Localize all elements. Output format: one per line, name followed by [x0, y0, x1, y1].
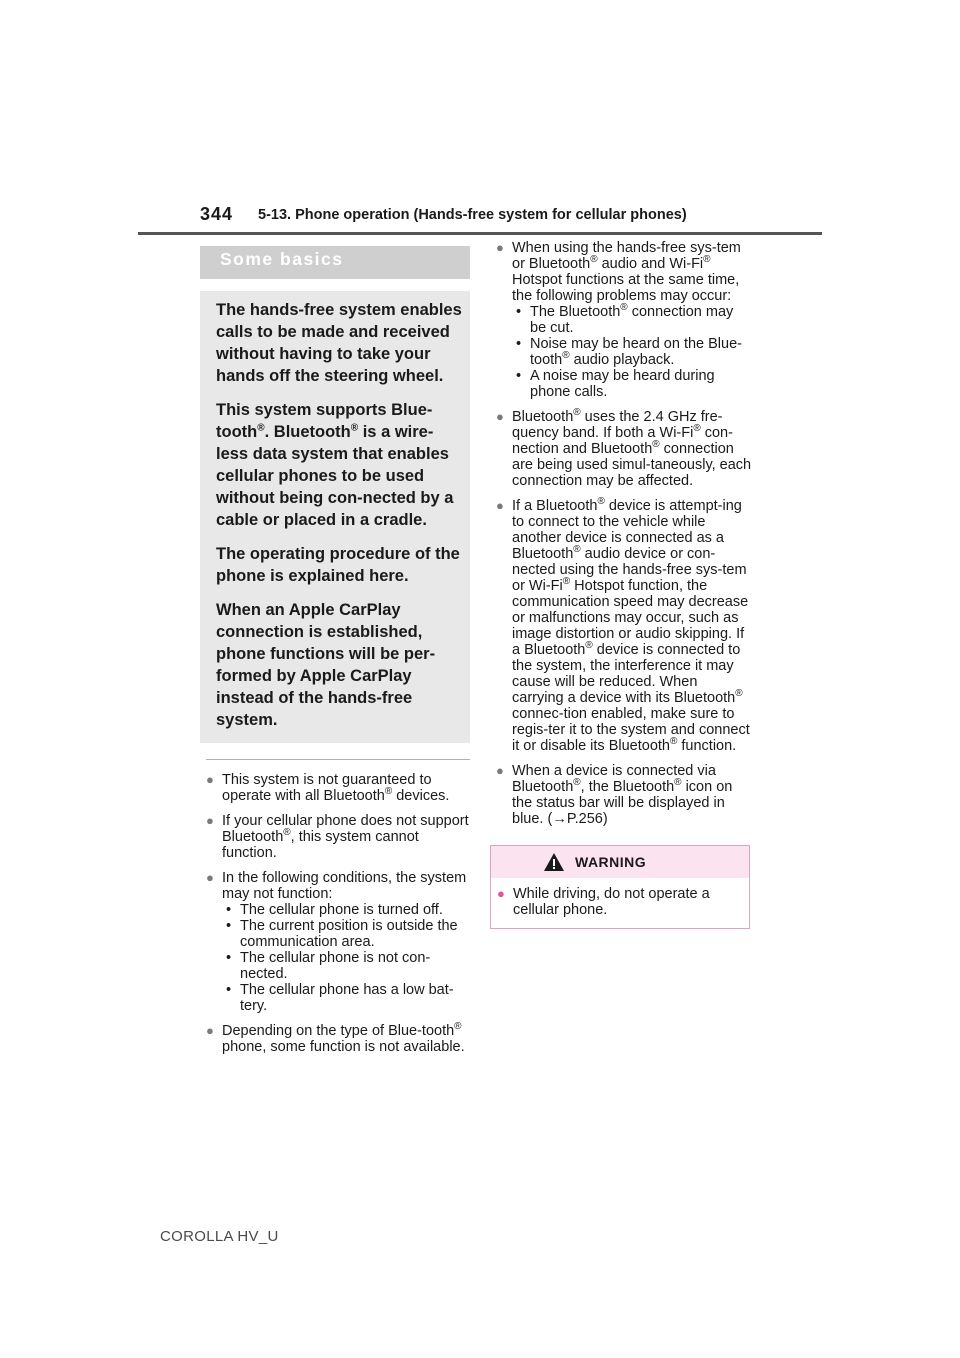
- sub-item: • The cellular phone has a low bat-tery.: [226, 982, 454, 1014]
- circle-bullet-icon: ●: [497, 886, 505, 901]
- warning-box: [490, 845, 750, 929]
- warning-header: [491, 846, 749, 878]
- sub-item: • The Bluetooth® connection may be cut.: [516, 302, 734, 336]
- basics-paragraph: The operating procedure of the phone is explained here.: [216, 545, 460, 585]
- left-column: [200, 246, 470, 1064]
- circle-bullet-icon: ●: [496, 409, 504, 424]
- basics-title: Some basics: [220, 249, 344, 269]
- sub-item: • The current position is outside the communication area.: [226, 918, 458, 950]
- page-number: 344: [200, 204, 234, 224]
- circle-bullet-icon: ●: [206, 813, 214, 828]
- note-item: ● If a Bluetooth® device is attempt-ing to connect to the vehicle while another device is connected as a Bluetooth® audio device or con-nected using the hands-free sys-tem or Wi-Fi® Hotspot function, the communication speed may decrease or malfunctions may occur, such as image distortion or audio skipping. If a Bluetooth® device is connected to the system, the interference it may cause will be reduced. When carrying a device with its Bluetooth® connec-tion enabled, make sure to regis-ter it to the system and connect it or disable its Bluetooth® function.: [496, 496, 750, 754]
- warning-item: ● While driving, do not operate a cellular phone.: [497, 886, 710, 918]
- left-note-list: [200, 772, 470, 1055]
- note-item: ● This system is not guaranteed to operate with all Bluetooth® devices.: [206, 772, 450, 804]
- basics-paragraph: This system supports Blue-tooth®. Bluetooth® is a wire-less data system that enables cellular phones to be used without being con-nected by a cable or placed in a cradle.: [216, 401, 454, 529]
- sub-item: • Noise may be heard on the Blue-tooth® audio playback.: [516, 336, 742, 368]
- sub-item: • The cellular phone is turned off.: [226, 902, 443, 918]
- note-item: ● In the following conditions, the system may not function: • The cellular phone is turned off. • The current position is outside the communication area. • The cellular phone is not con-nected. • The cellular phone has a low bat-tery.: [200, 870, 470, 1014]
- basics-paragraph: When an Apple CarPlay connection is established, phone functions will be per-formed by Apple CarPlay instead of the hands-free system.: [216, 601, 436, 729]
- warning-triangle-icon: [543, 852, 565, 872]
- basics-summary-box: [200, 291, 470, 743]
- note-item: ● Bluetooth® uses the 2.4 GHz fre-quency band. If both a Wi-Fi® con-nection and Bluetooth® connection are being used simul-taneously, each connection may be affected.: [496, 407, 752, 489]
- right-column: [490, 240, 752, 929]
- note-item: ● When a device is connected via Bluetooth®, the Bluetooth® icon on the status bar will be displayed in blue. (→P.256): [496, 763, 733, 827]
- warning-body: [491, 878, 749, 928]
- circle-bullet-icon: ●: [496, 498, 504, 513]
- sub-item: • The cellular phone is not con-nected.: [226, 950, 431, 982]
- basics-divider: [206, 759, 470, 760]
- note-item: ● When using the hands-free sys-tem or Bluetooth® audio and Wi-Fi® Hotspot functions at the same time, the following problems may occur: • The Bluetooth® connection may be cut. • Noise may be heard on the Blue-tooth® audio playback. • A noise may be heard during phone calls.: [490, 240, 752, 400]
- section-title: 5-13. Phone operation (Hands-free system for cellular phones): [258, 207, 687, 223]
- arrow-right-icon: →: [552, 811, 567, 827]
- circle-bullet-icon: ●: [206, 870, 214, 885]
- footer-model: COROLLA HV_U: [160, 1228, 279, 1245]
- circle-bullet-icon: ●: [206, 772, 214, 787]
- note-item: ● Depending on the type of Blue-tooth® phone, some function is not available.: [206, 1021, 465, 1055]
- basics-title-bar: [200, 246, 470, 279]
- note-item: ● If your cellular phone does not support Bluetooth®, this system cannot function.: [206, 813, 469, 861]
- basics-paragraph: The hands-free system enables calls to be made and received without having to take your hands off the steering wheel.: [216, 301, 462, 385]
- sub-item: • A noise may be heard during phone calls.: [516, 368, 715, 400]
- header-divider: [138, 232, 822, 235]
- circle-bullet-icon: ●: [496, 240, 504, 255]
- circle-bullet-icon: ●: [496, 763, 504, 778]
- circle-bullet-icon: ●: [206, 1023, 214, 1038]
- warning-label: WARNING: [575, 854, 647, 870]
